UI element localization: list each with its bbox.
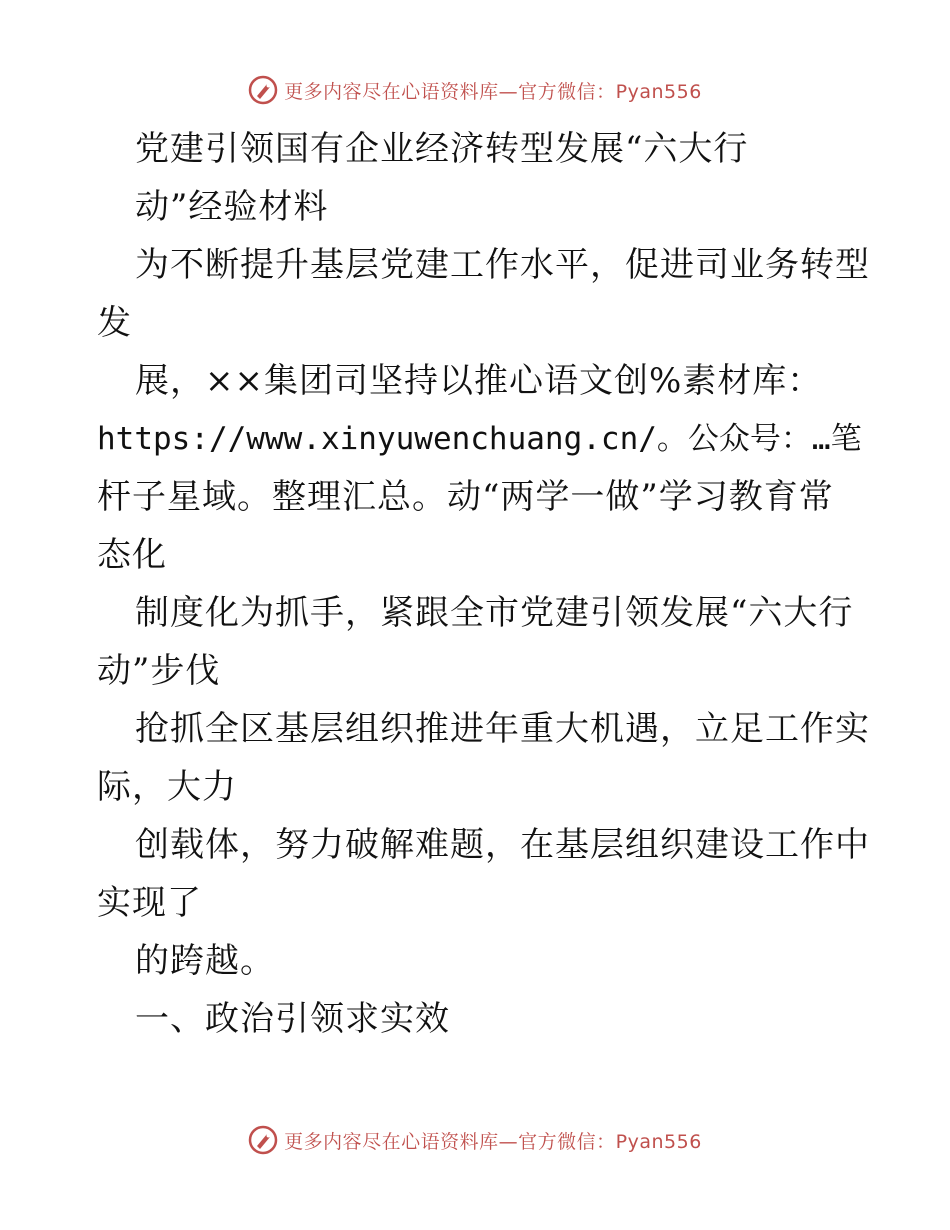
paragraph-line: 态化 — [97, 535, 167, 575]
watermark-text: 更多内容尽在心语资料库—官方微信：Pyan556 — [284, 80, 702, 103]
header-watermark-banner — [0, 70, 950, 110]
footer-watermark-banner — [0, 1120, 950, 1160]
paragraph-line: 杆子星域。整理汇总。动“两学一做”学习教育常 — [97, 477, 834, 517]
paragraph-url-line: https://www.xinyuwenchuang.cn/。公众号：…笔 — [97, 421, 862, 457]
section-heading: 一、政治引领求实效 — [135, 999, 450, 1039]
watermark-text: 更多内容尽在心语资料库—官方微信：Pyan556 — [284, 1130, 702, 1153]
pen-logo-icon — [248, 75, 278, 105]
paragraph-line: 实现了 — [97, 883, 202, 923]
paragraph-line: 的跨越。 — [135, 941, 275, 981]
paragraph-line: 展，××集团司坚持以推心语文创%素材库： — [135, 361, 823, 401]
paragraph-line: 发 — [97, 303, 132, 343]
paragraph-line: 抢抓全区基层组织推进年重大机遇，立足工作实 — [135, 709, 870, 749]
title-line-1: 党建引领国有企业经济转型发展“六大行 — [135, 129, 749, 169]
paragraph-line: 为不断提升基层党建工作水平，促进司业务转型 — [135, 245, 870, 285]
paragraph-line: 创载体，努力破解难题，在基层组织建设工作中 — [135, 825, 870, 865]
pen-logo-icon — [248, 1125, 278, 1155]
title-line-2: 动”经验材料 — [135, 187, 329, 227]
paragraph-line: 制度化为抓手，紧跟全市党建引领发展“六大行 — [135, 593, 854, 633]
document-body — [97, 120, 870, 1048]
paragraph-line: 动”步伐 — [97, 651, 221, 691]
paragraph-line: 际，大力 — [97, 767, 237, 807]
